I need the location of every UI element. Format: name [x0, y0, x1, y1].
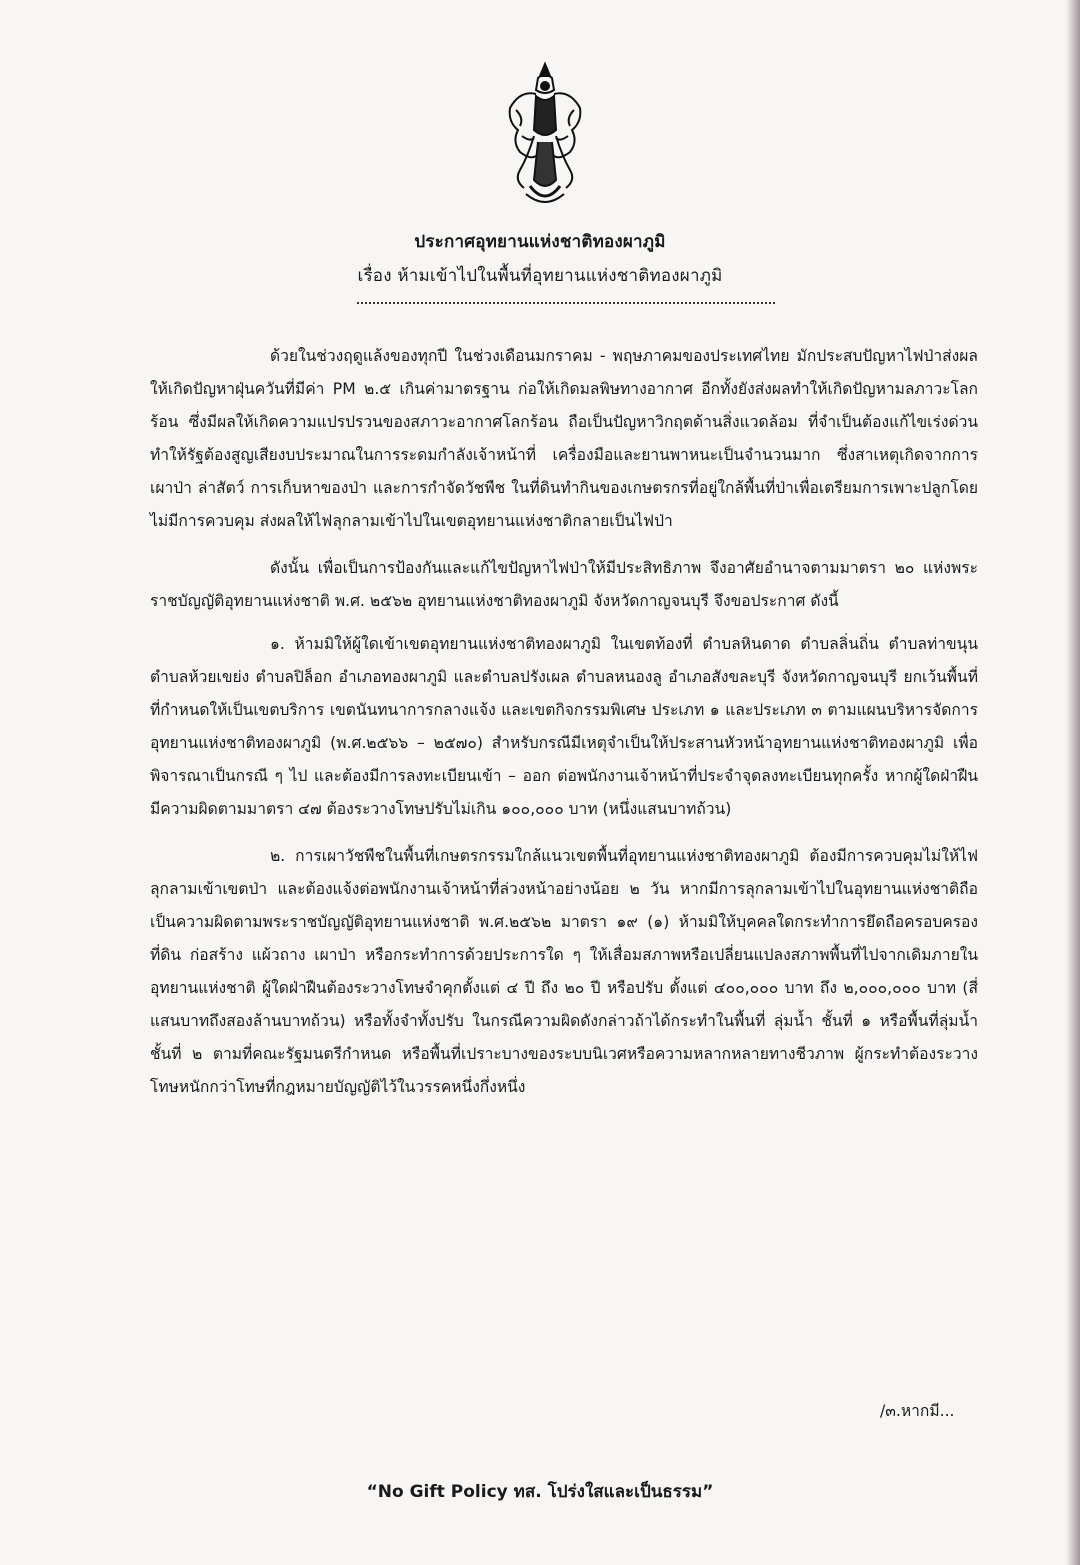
dotted-divider — [357, 302, 775, 304]
continuation-marker: /๓.หากมี... — [880, 1402, 955, 1420]
page-edge-shadow — [1066, 0, 1080, 1565]
authority-paragraph: ดังนั้น เพื่อเป็นการป้องกันและแก้ไขปัญหาไฟป่าให้มีประสิทธิภาพ จึงอาศัยอำนาจตามมาตรา ๒๐ แห่งพระราชบัญญัติอุทยานแห่งชาติ พ.ศ. ๒๕๖๒ อุทยานแห่งชาติทองผาภูมิ จังหวัดกาญจนบุรี จึงขอประกาศ ดังนี้ — [150, 559, 978, 610]
clause-1-paragraph: ๑. ห้ามมิให้ผู้ใดเข้าเขตอุทยานแห่งชาติทองผาภูมิ ในเขตท้องที่ ตำบลหินดาด ตำบลลิ่นถิ่น ตำบลท่าขนุน ตำบลห้วยเขย่ง ตำบลปิล็อก อำเภอทองผาภูมิ และตำบลปรังเผล ตำบลหนองลู อำเภอสังขละบุรี จังหวัดกาญจนบุรี ยกเว้นพื้นที่ที่กำหนดให้เป็นเขตบริการ เขตนันทนาการกลางแจ้ง และเขตกิจกรรมพิเศษ ประเภท ๑ และประเภท ๓ ตามแผนบริหารจัดการอุทยานแห่งชาติทองผาภูมิ (พ.ศ.๒๕๖๖ – ๒๕๗๐) สำหรับกรณีมีเหตุจำเป็นให้ประสานหัวหน้าอุทยานแห่งชาติทองผาภูมิ เพื่อพิจารณาเป็นกรณี ๆ ไป และต้องมีการลงทะเบียนเข้า – ออก ต่อพนักงานเจ้าหน้าที่ประจำจุดลงทะเบียนทุกครั้ง หากผู้ใดฝ่าฝืน มีความผิดตามมาตรา ๔๗ ต้องระวางโทษปรับไม่เกิน ๑๐๐,๐๐๐ บาท (หนึ่งแสนบาทถ้วน) — [150, 635, 978, 818]
garuda-emblem — [500, 60, 590, 210]
intro-paragraph: ด้วยในช่วงฤดูแล้งของทุกปี ในช่วงเดือนมกราคม - พฤษภาคมของประเทศไทย มักประสบปัญหาไฟป่าส่งผลให้เกิดปัญหาฝุ่นควันที่มีค่า PM ๒.๕ เกินค่ามาตรฐาน ก่อให้เกิดมลพิษทางอากาศ อีกทั้งยังส่งผลทำให้เกิดปัญหามลภาวะโลกร้อน ซึ่งมีผลให้เกิดความแปรปรวนของสภาวะอากาศโลกร้อน ถือเป็นปัญหาวิกฤตด้านสิ่งแวดล้อม ที่จำเป็นต้องแก้ไขเร่งด่วน ทำให้รัฐต้องสูญเสียงบประมาณในการระดมกำลังเจ้าหน้าที่ เครื่องมือและยานพาหนะเป็นจำนวนมาก ซึ่งสาเหตุเกิดจากการเผาป่า ล่าสัตว์ การเก็บหาของป่า และการกำจัดวัชพืช ในที่ดินทำกินของเกษตรกรที่อยู่ใกล้พื้นที่ป่าเพื่อเตรียมการเพาะปลูกโดยไม่มีการควบคุม ส่งผลให้ไฟลุกลามเข้าไปในเขตอุทยานแห่งชาติกลายเป็นไฟป่า — [150, 347, 978, 530]
announcement-body — [150, 340, 978, 1118]
clause-2-paragraph: ๒. การเผาวัชพืชในพื้นที่เกษตรกรรมใกล้แนวเขตพื้นที่อุทยานแห่งชาติทองผาภูมิ ต้องมีการควบคุมไม่ให้ไฟลุกลามเข้าเขตป่า และต้องแจ้งต่อพนักงานเจ้าหน้าที่ล่วงหน้าอย่างน้อย ๒ วัน หากมีการลุกลามเข้าไปในอุทยานแห่งชาติถือเป็นความผิดตามพระราชบัญญัติอุทยานแห่งชาติ พ.ศ.๒๕๖๒ มาตรา ๑๙ (๑) ห้ามมิให้บุคคลใดกระทำการยึดถือครอบครองที่ดิน ก่อสร้าง แผ้วถาง เผาป่า หรือกระทำการด้วยประการใด ๆ ให้เสื่อมสภาพหรือเปลี่ยนแปลงสภาพพื้นที่ไปจากเดิมภายในอุทยานแห่งชาติ ผู้ใดฝ่าฝืนต้องระวางโทษจำคุกตั้งแต่ ๔ ปี ถึง ๒๐ ปี หรือปรับ ตั้งแต่ ๔๐๐,๐๐๐ บาท ถึง ๒,๐๐๐,๐๐๐ บาท (สี่แสนบาทถึงสองล้านบาทถ้วน) หรือทั้งจำทั้งปรับ ในกรณีความผิดดังกล่าวถ้าได้กระทำในพื้นที่ ลุ่มน้ำ ชั้นที่ ๑ หรือพื้นที่ลุ่มน้ำ ชั้นที่ ๒ ตามที่คณะรัฐมนตรีกำหนด หรือพื้นที่เปราะบางของระบบนิเวศหรือความหลากหลายทางชีวภาพ ผู้กระทำต้องระวางโทษหนักกว่าโทษที่กฎหมายบัญญัติไว้ในวรรคหนึ่งกึ่งหนึ่ง — [150, 847, 978, 1096]
announcement-subject: เรื่อง ห้ามเข้าไปในพื้นที่อุทยานแห่งชาติทองผาภูมิ — [357, 266, 723, 286]
no-gift-policy-footer: “No Gift Policy ทส. โปร่งใสและเป็นธรรม” — [366, 1482, 714, 1502]
announcement-title: ประกาศอุทยานแห่งชาติทองผาภูมิ — [414, 232, 666, 252]
